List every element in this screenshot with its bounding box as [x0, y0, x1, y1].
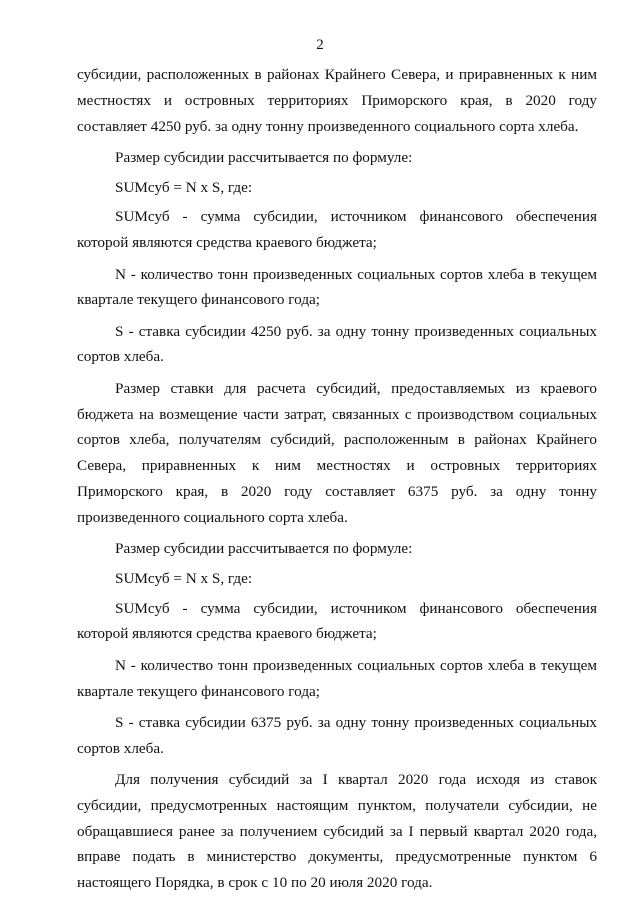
paragraph-sum-definition: SUMсуб - сумма субсидии, источником финансового обеспечения которой являются средства краевого бюджета; — [77, 208, 597, 252]
paragraph-formula-2: SUMсуб = N x S, где: — [115, 569, 253, 587]
paragraph-formula-intro: Размер субсидии рассчитывается по формуле: — [115, 148, 413, 166]
paragraph-s-definition-2: S - ставка субсидии 6375 руб. за одну тонну произведенных социальных сортов хлеба. — [77, 713, 597, 757]
page-number: 2 — [316, 37, 324, 53]
paragraph-n-definition: N - количество тонн произведенных социальных сортов хлеба в текущем квартале текущего финансового года; — [77, 265, 597, 309]
paragraph-sum-definition-2: SUMсуб - сумма субсидии, источником финансового обеспечения которой являются средства краевого бюджета; — [77, 599, 597, 643]
document-body — [77, 62, 597, 901]
paragraph-application-deadline: Для получения субсидий за I квартал 2020 года исходя из ставок субсидии, предусмотренных настоящим пунктом, получатели субсидии, не обращавшиеся ранее за получением субсидий за I первый квартал 2020 года, вправе подать в министерство документы, предусмотренные пунктом 6 настоящего Порядка, в срок с 10 по 20 июля 2020 года. — [77, 770, 597, 892]
paragraph-formula-intro-2: Размер субсидии рассчитывается по формуле: — [115, 540, 413, 558]
paragraph-s-definition: S - ставка субсидии 4250 руб. за одну тонну произведенных социальных сортов хлеба. — [77, 322, 597, 366]
paragraph-n-definition-2: N - количество тонн произведенных социальных сортов хлеба в текущем квартале текущего финансового года; — [77, 656, 597, 700]
paragraph-subsidy-north-continuation: субсидии, расположенных в районах Крайнего Севера, и приравненных к ним местностях и островных территориях Приморского края, в 2020 году составляет 4250 руб. за одну тонну произведенного социального сорта хлеба. — [77, 66, 597, 135]
paragraph-formula: SUMсуб = N x S, где: — [115, 178, 253, 196]
paragraph-rate-far-north: Размер ставки для расчета субсидий, предоставляемых из краевого бюджета на возмещение части затрат, связанных с производством социальных сортов хлеба, получателям субсидий, расположенным в районах Крайнего Севера, приравненных к ним местностях и островных территориях Приморского края, в 2020 году составляет 6375 руб. за одну тонну произведенного социального сорта хлеба. — [77, 379, 597, 526]
